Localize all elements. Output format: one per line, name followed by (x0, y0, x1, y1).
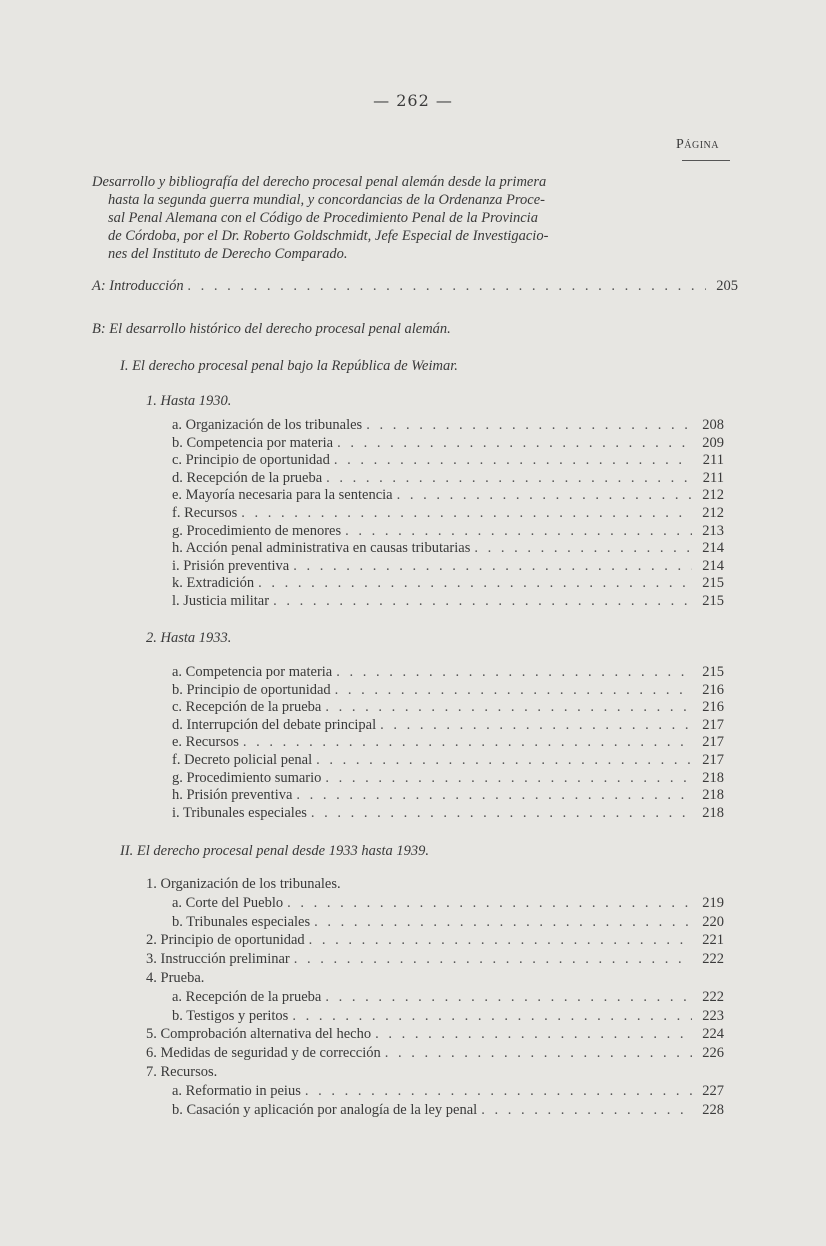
intro-paragraph (92, 173, 688, 263)
leader-dots (293, 557, 692, 575)
leader-dots (325, 988, 692, 1006)
intro-line: de Córdoba, por el Dr. Roberto Goldschmidt, Jefe Especial de Investigacio- (108, 228, 549, 244)
toc-entry-label: e. Mayoría necesaria para la sentencia (172, 487, 393, 504)
leader-dots (296, 786, 692, 804)
leader-dots (325, 769, 692, 787)
toc-entry (172, 663, 724, 681)
toc-entry-page: 226 (702, 1045, 724, 1062)
toc-entry-label: e. Recursos (172, 734, 239, 751)
toc-entry-label: 7. Recursos. (146, 1064, 218, 1080)
toc-entry-label: d. Recepción de la prueba (172, 469, 323, 486)
leader-dots (305, 1082, 692, 1100)
toc-entry-page: 217 (702, 716, 724, 733)
leader-dots (397, 486, 692, 504)
toc-entry (146, 1025, 724, 1043)
toc-entry-label: a. Reformatio in peius (172, 1082, 301, 1099)
toc-entry-label: a. Corte del Pueblo (172, 894, 284, 911)
toc-entry (172, 988, 724, 1006)
toc-entry (172, 451, 724, 469)
toc-entry-label: h. Prisión preventiva (172, 787, 293, 804)
toc-entry (172, 469, 724, 487)
toc-entry (172, 751, 724, 769)
toc-entry-page: 220 (702, 913, 724, 930)
toc-entry-page: 218 (702, 804, 724, 821)
leader-dots (325, 698, 692, 716)
toc-entry-label: f. Recursos (172, 505, 238, 521)
column-header-rule (682, 160, 730, 161)
leader-dots (188, 277, 706, 295)
leader-dots (309, 931, 692, 949)
toc-entry (172, 539, 724, 557)
toc-entry (172, 769, 724, 787)
leader-dots (326, 469, 692, 487)
toc-entry (172, 486, 724, 504)
leader-dots (311, 804, 692, 822)
toc-entry (172, 504, 724, 522)
leader-dots (345, 522, 692, 540)
leader-dots (335, 681, 692, 699)
toc-entry (172, 1007, 724, 1025)
toc-entry-label: b. Principio de oportunidad (172, 681, 331, 698)
toc-entry-label: 1. Organización de los tribunales. (146, 876, 341, 892)
toc-entry-label: g. Procedimiento de menores (172, 522, 342, 539)
toc-entry-label: b. Casación y aplicación por analogía de la ley penal (172, 1101, 478, 1118)
toc-entry-page: 219 (702, 894, 724, 911)
toc-entry-page: 218 (702, 787, 724, 804)
leader-dots (258, 574, 692, 592)
leader-dots (292, 1007, 692, 1025)
toc-entry-page: 213 (702, 522, 724, 539)
page-number: — 262 — (373, 91, 453, 110)
toc-entry-label: 6. Medidas de seguridad y de corrección (146, 1045, 381, 1062)
toc-entry (172, 592, 724, 610)
toc-entry (172, 733, 724, 751)
toc-entry-label: 4. Prueba. (146, 970, 205, 986)
toc-entry-label: c. Principio de oportunidad (172, 452, 330, 469)
toc-entry-page: 209 (702, 434, 724, 451)
leader-dots (334, 451, 692, 469)
leader-dots (375, 1025, 692, 1043)
column-header-pagina: Página (676, 137, 720, 152)
toc-entry (172, 522, 724, 540)
intro-line: hasta la segunda guerra mundial, y concordancias de la Ordenanza Proce- (108, 192, 545, 208)
leader-dots (316, 751, 692, 769)
subsection-1-heading: 1. Hasta 1930. (146, 393, 232, 409)
toc-entry (172, 434, 724, 452)
part-1-heading: I. El derecho procesal penal bajo la República de Weimar. (120, 358, 458, 374)
toc-entry (146, 1044, 724, 1062)
toc-entry-page: 223 (702, 1007, 724, 1024)
part-2-heading: II. El derecho procesal penal desde 1933 hasta 1939. (120, 843, 430, 859)
toc-entry (172, 557, 724, 575)
toc-entry-label: d. Interrupción del debate principal (172, 716, 377, 733)
toc-entry-introduccion (92, 277, 738, 295)
toc-entry-page: 216 (702, 681, 724, 698)
toc-entry-page: 205 (716, 278, 738, 294)
leader-dots (366, 416, 692, 434)
leader-dots (337, 434, 692, 452)
leader-dots (385, 1044, 692, 1062)
toc-entry (146, 931, 724, 949)
toc-entry (172, 1101, 724, 1119)
toc-entry (172, 681, 724, 699)
toc-entry (172, 786, 724, 804)
toc-entry (172, 416, 724, 434)
toc-entry-page: 208 (702, 417, 724, 433)
leader-dots (481, 1101, 692, 1119)
toc-entry-label: i. Tribunales especiales (172, 804, 307, 821)
intro-line: sal Penal Alemana con el Código de Procedimiento Penal de la Provincia (108, 210, 538, 226)
leader-dots (243, 733, 692, 751)
toc-entry-label: 2. Principio de oportunidad (146, 932, 305, 949)
leader-dots (241, 504, 692, 522)
toc-entry-label: a. Recepción de la prueba (172, 988, 322, 1005)
toc-entry-label: b. Tribunales especiales (172, 913, 311, 930)
leader-dots (287, 894, 692, 912)
toc-entry-label: g. Procedimiento sumario (172, 769, 322, 786)
toc-entry-page: 224 (702, 1026, 724, 1043)
toc-entry-page: 222 (702, 988, 724, 1005)
toc-entry-label: b. Competencia por materia (172, 434, 334, 451)
toc-entry-page: 227 (702, 1082, 724, 1099)
intro-line: nes del Instituto de Derecho Comparado. (108, 246, 348, 262)
toc-entry-page: 211 (702, 469, 724, 486)
toc-entry-page: 212 (702, 505, 724, 521)
subsection-2-heading: 2. Hasta 1933. (146, 630, 232, 646)
toc-entry-page: 214 (702, 557, 724, 574)
toc-entry-page: 215 (702, 575, 724, 592)
leader-dots (314, 913, 692, 931)
toc-entry (172, 894, 724, 912)
toc-entry-label: 5. Comprobación alternativa del hecho (146, 1026, 372, 1043)
toc-entry-label: 3. Instrucción preliminar (146, 951, 290, 968)
toc-entry-label: c. Recepción de la prueba (172, 699, 322, 716)
toc-entry (172, 913, 724, 931)
toc-entry-label: a. Competencia por materia (172, 664, 333, 680)
toc-entry (172, 716, 724, 734)
toc-entry-page: 216 (702, 699, 724, 716)
toc-entry (172, 574, 724, 592)
toc-entry-page: 217 (702, 734, 724, 751)
toc-entry-page: 217 (702, 752, 724, 768)
toc-entry-label: i. Prisión preventiva (172, 557, 290, 574)
toc-entry-page: 215 (702, 664, 724, 680)
toc-entry-label: b. Testigos y peritos (172, 1007, 289, 1024)
toc-entry-page: 221 (702, 932, 724, 949)
leader-dots (336, 663, 692, 681)
toc-entry (146, 950, 724, 968)
toc-entry-page: 228 (702, 1101, 724, 1118)
toc-entry (172, 804, 724, 822)
toc-entry-page: 215 (702, 593, 724, 609)
leader-dots (294, 950, 692, 968)
leader-dots (380, 716, 692, 734)
toc-entry (172, 1082, 724, 1100)
toc-entry (172, 698, 724, 716)
toc-entry-label: l. Justicia militar (172, 593, 270, 609)
leader-dots (273, 592, 692, 610)
toc-entry-page: 214 (702, 540, 724, 557)
toc-entry-label: h. Acción penal administrativa en causas tributarias (172, 540, 471, 557)
section-b-heading: B: El desarrollo histórico del derecho procesal penal alemán. (92, 321, 451, 337)
toc-entry-page: 218 (702, 769, 724, 786)
leader-dots (474, 539, 692, 557)
toc-entry-page: 212 (702, 487, 724, 504)
intro-line: Desarrollo y bibliografía del derecho procesal penal alemán desde la primera (92, 174, 547, 190)
toc-entry-label: f. Decreto policial penal (172, 752, 313, 768)
toc-entry-label: k. Extradición (172, 575, 255, 592)
toc-entry (146, 1063, 724, 1081)
toc-entry-page: 211 (702, 452, 724, 469)
toc-entry-label: A: Introducción (92, 278, 184, 294)
toc-entry-page: 222 (702, 951, 724, 968)
toc-entry (146, 875, 724, 893)
toc-entry (146, 969, 724, 987)
toc-entry-label: a. Organización de los tribunales (172, 417, 363, 433)
